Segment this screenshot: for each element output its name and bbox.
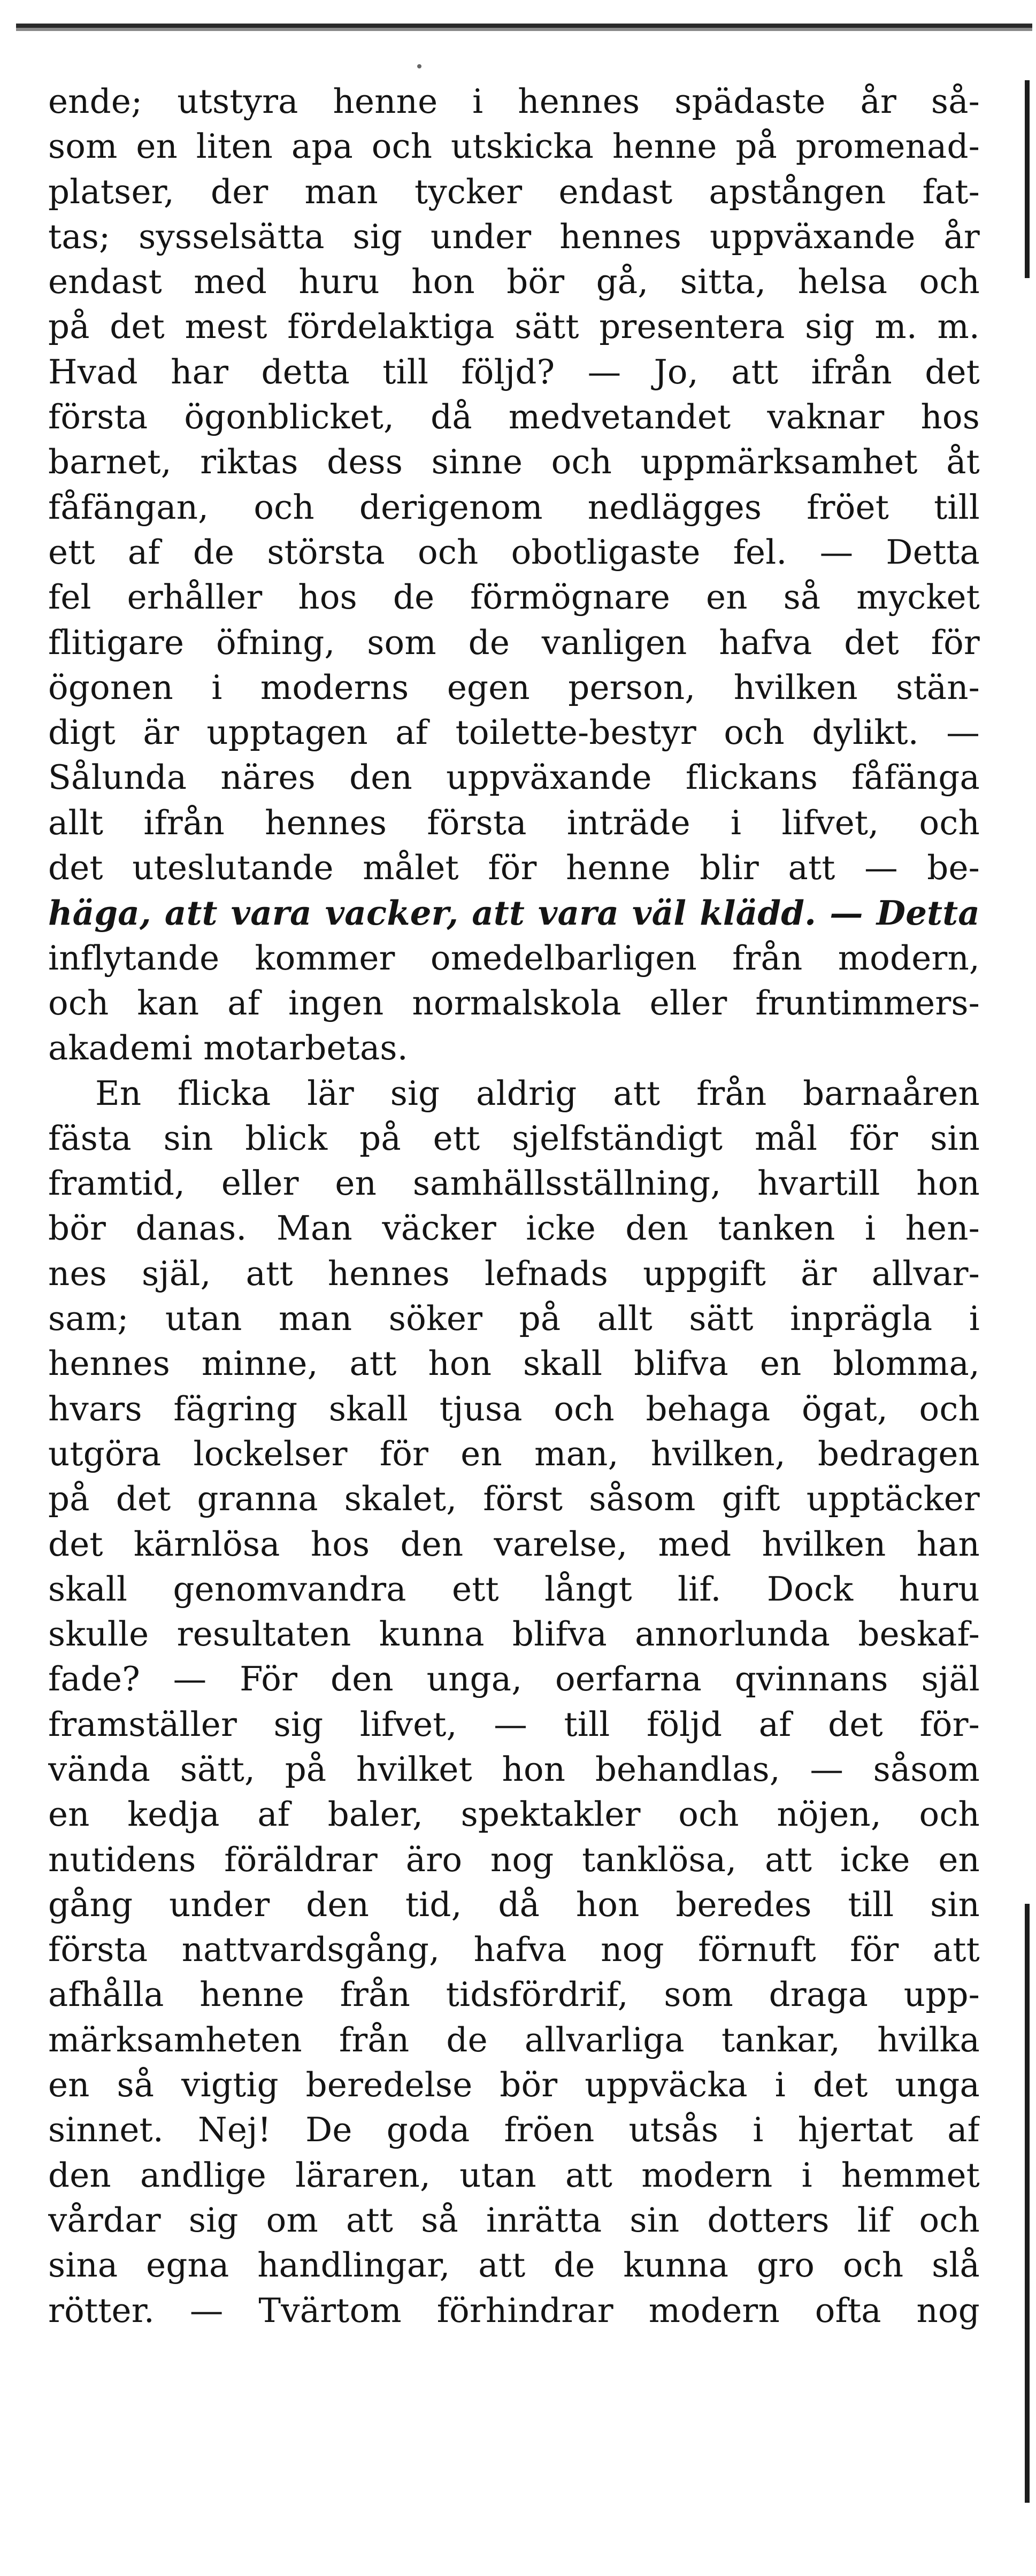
text-line-20: inflytande kommer omedelbarligen från modern, <box>48 938 980 978</box>
text-line-16: Sålunda näres den uppväxande flickans fåfänga <box>48 758 980 797</box>
text-line-37: framställer sig lifvet, — till följd af det för- <box>48 1704 980 1744</box>
text-line-50: rötter. — Tvärtom förhindrar modern ofta nog <box>48 2290 980 2330</box>
text-line-43: afhålla henne från tidsfördrif, som draga upp- <box>48 1975 980 2014</box>
text-line-15: digt är upptagen af toilette-bestyr och dylikt. — <box>48 713 980 752</box>
text-line-4: tas; sysselsätta sig under hennes uppväxande år <box>48 217 980 256</box>
text-line-27: nes själ, att hennes lefnads uppgift är allvar- <box>48 1254 980 1293</box>
column-rule-upper <box>1025 80 1030 278</box>
page-mark <box>417 64 421 68</box>
text-line-6: på det mest fördelaktiga sätt presentera sig m. m. <box>48 307 980 347</box>
text-line-8: första ögonblicket, då medvetandet vaknar hos <box>48 397 980 437</box>
text-line-44: märksamheten från de allvarliga tankar, hvilka <box>48 2020 980 2059</box>
text-line-41: gång under den tid, då hon beredes till sin <box>48 1885 980 1924</box>
column-rule-lower <box>1025 1904 1030 2503</box>
text-line-31: utgöra lockelser för en man, hvilken, bedragen <box>48 1434 980 1473</box>
text-line-33: det kärnlösa hos den varelse, med hvilken han <box>48 1524 980 1564</box>
text-line-22: akademi motarbetas. <box>48 1028 408 1068</box>
text-line-40: nutidens föräldrar äro nog tanklösa, att icke en <box>48 1840 980 1879</box>
text-line-34: skall genomvandra ett långt lif. Dock huru <box>48 1569 980 1609</box>
text-line-14: ögonen i moderns egen person, hvilken stän- <box>48 667 980 707</box>
text-line-24: fästa sin blick på ett sjelfständigt mål för sin <box>48 1118 980 1158</box>
text-line-26: bör danas. Man väcker icke den tanken i hen- <box>48 1209 980 1248</box>
text-line-36: fade? — För den unga, oerfarna qvinnans själ <box>48 1659 980 1699</box>
text-line-47: den andlige läraren, utan att modern i hemmet <box>48 2155 980 2195</box>
text-line-48: vårdar sig om att så inrätta sin dotters lif och <box>48 2200 980 2240</box>
text-line-32: på det granna skalet, först såsom gift upptäcker <box>48 1479 980 1519</box>
text-line-3: platser, der man tycker endast apstången fat- <box>48 172 980 211</box>
text-line-11: ett af de största och obotligaste fel. — Detta <box>48 532 980 572</box>
text-line-21: och kan af ingen normalskola eller fruntimmers- <box>48 983 980 1022</box>
text-line-19: häga, att vara vacker, att vara väl klädd. — Detta <box>48 893 980 933</box>
text-line-2: som en liten apa och utskicka henne på promenad- <box>48 127 980 166</box>
text-line-18: det uteslutande målet för henne blir att — be- <box>48 848 980 888</box>
article-column <box>48 79 980 2333</box>
text-line-29: hennes minne, att hon skall blifva en blomma, <box>48 1344 980 1383</box>
text-line-1: ende; utstyra henne i hennes spädaste år så- <box>48 82 980 121</box>
text-line-42: första nattvardsgång, hafva nog förnuft för att <box>48 1930 980 1970</box>
text-line-12: fel erhåller hos de förmögnare en så mycket <box>48 578 980 617</box>
text-line-35: skulle resultaten kunna blifva annorlunda beskaf- <box>48 1614 980 1654</box>
text-line-13: flitigare öfning, som de vanligen hafva det för <box>48 622 980 662</box>
text-line-38: vända sätt, på hvilket hon behandlas, — såsom <box>48 1749 980 1789</box>
text-line-7: Hvad har detta till följd? — Jo, att ifrån det <box>48 352 980 391</box>
text-line-17: allt ifrån hennes första inträde i lifvet, och <box>48 803 980 842</box>
text-line-5: endast med huru hon bör gå, sitta, helsa och <box>48 262 980 302</box>
text-line-49: sina egna handlingar, att de kunna gro och slå <box>48 2246 980 2285</box>
text-line-9: barnet, riktas dess sinne och uppmärksamhet åt <box>48 442 980 482</box>
text-line-46: sinnet. Nej! De goda fröen utsås i hjertat af <box>48 2110 980 2150</box>
text-line-25: framtid, eller en samhällsställning, hvartill hon <box>48 1164 980 1203</box>
text-line-23: En flicka lär sig aldrig att från barnaåren <box>95 1073 980 1113</box>
header-rule <box>16 24 1032 31</box>
text-line-39: en kedja af baler, spektakler och nöjen, och <box>48 1795 980 1834</box>
text-line-10: fåfängan, och derigenom nedlägges fröet till <box>48 487 980 527</box>
text-line-30: hvars fägring skall tjusa och behaga ögat, och <box>48 1389 980 1428</box>
text-line-45: en så vigtig beredelse bör uppväcka i det unga <box>48 2065 980 2105</box>
text-line-28: sam; utan man söker på allt sätt inprägla i <box>48 1299 980 1339</box>
